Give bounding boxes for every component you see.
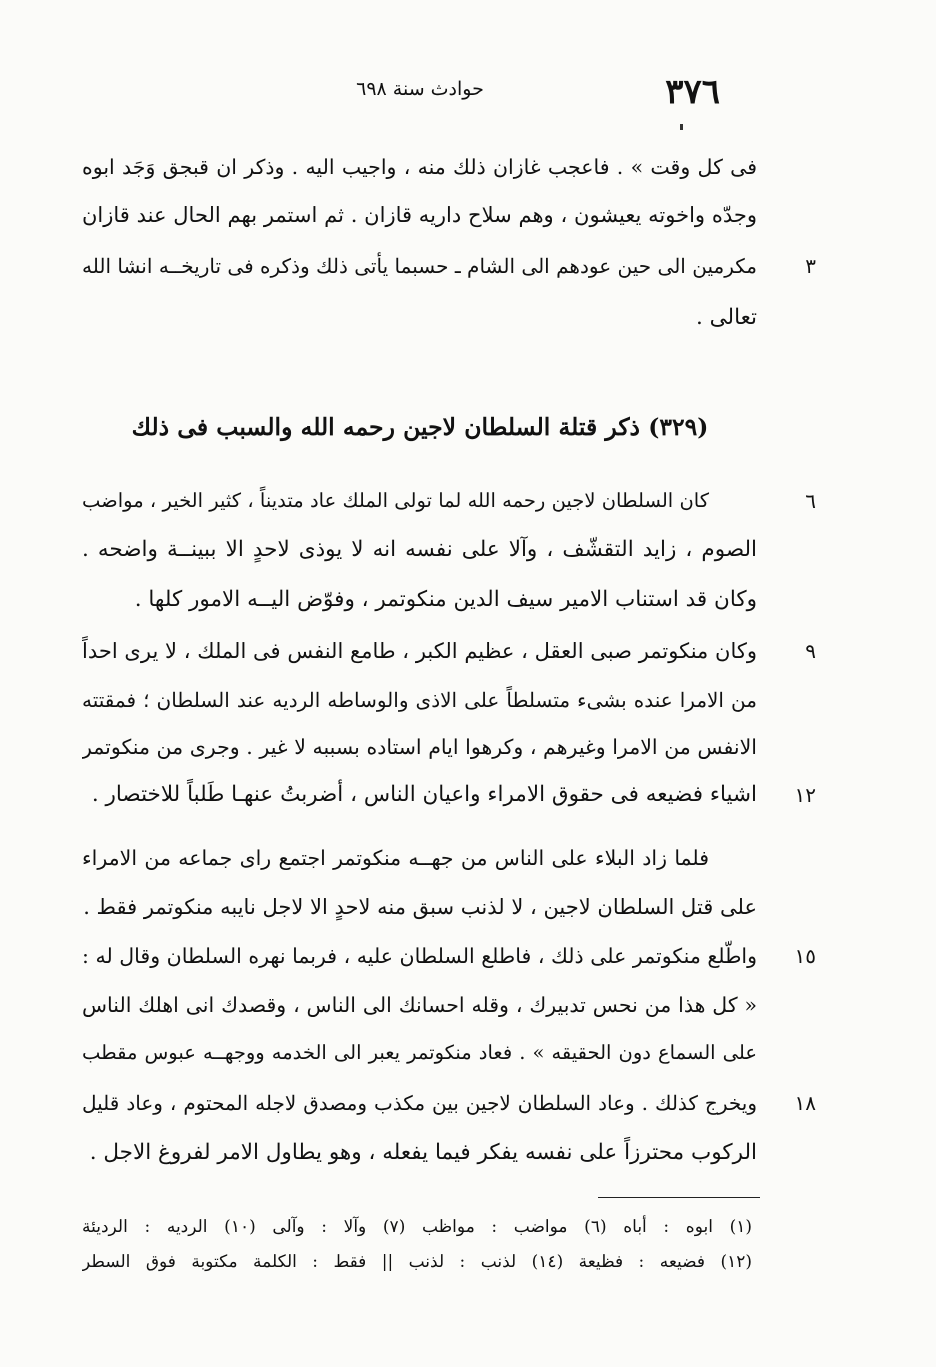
text-line: ويخرج كذلك . وعاد السلطان لاجين بين مكذب ومصدق لاجله المحتوم ، وعاد قليل — [82, 1091, 757, 1115]
line-number: ١٢ — [794, 783, 816, 807]
text-line: من الامرا عنده بشىء متسلطاً على الاذى والوساطه الرديه عند السلطان ؛ فمقتته — [82, 688, 757, 712]
text-line: تعالى . — [695, 305, 757, 330]
text-line: على السماع دون الحقيقه » . فعاد منكوتمر يعبر الى الخدمه ووجهــه عبوس مقطب — [82, 1041, 757, 1064]
text-line: مكرمين الى حين عودهم الى الشام ـ حسبما يأتى ذلك وذكره فى تاريخــه انشا الله — [82, 254, 757, 278]
line-number: ٩ — [805, 639, 816, 663]
section-heading: (٣٢٩) ذكر قتلة السلطان لاجين رحمه الله والسبب فى ذلك — [131, 413, 709, 441]
text-line: الركوب محترزاً على نفسه يفكر فيما يفعله ، وهو يطاول الامر لفروغ الاجل . — [89, 1140, 757, 1165]
text-line: وكان قد استناب الامير سيف الدين منكوتمر ، وفوّض اليــه الامور كلها . — [134, 587, 757, 612]
text-line: « كل هذا من نحس تدبيرك ، وقله احسانك الى الناس ، وقصدك انى اهلك الناس — [82, 993, 757, 1017]
text-line: وكان منكوتمر صبى العقل ، عظيم الكبر ، طامع النفس فى الملك ، لا يرى احداً — [82, 639, 757, 663]
text-line: الصوم ، زايد التقشّف ، وآلا على نفسه انه لا يوذى لاحدٍ الا ببينــة واضحه . — [82, 537, 757, 562]
footnote-divider — [598, 1197, 760, 1198]
text-line: على قتل السلطان لاجين ، لا لذنب سبق منه لاحدٍ الا لاجل نايبه منكوتمر فقط . — [83, 895, 757, 919]
line-number: ٣ — [805, 254, 816, 278]
line-number: ٦ — [805, 489, 816, 513]
line-number: ١٨ — [794, 1091, 816, 1115]
line-number: ١٥ — [794, 944, 816, 968]
text-line: واطّلع منكوتمر على ذلك ، فاطلع السلطان عليه ، فربما نهره السلطان وقال له : — [82, 944, 757, 968]
page-number: ٣٧٦ — [665, 72, 720, 112]
text-line: وجدّه واخوته يعيشون ، وهم سلاح داريه قازان . ثم استمر بهم الحال عند قازان — [82, 203, 757, 227]
text-line: فى كل وقت » . فاعجب غازان ذلك منه ، واجيب اليه . وذكر ان قبجق وَجَد ابوه — [82, 155, 757, 179]
footnote-line: (١) ابوه : أباه (٦) مواضب : مواظب (٧) وآلا : وآلى (١٠) الرديه : الرديئة — [82, 1217, 752, 1237]
text-line: اشياء فضيعه فى حقوق الامراء واعيان الناس ، أضربتُ عنهـا طَلباً للاختصار . — [91, 782, 757, 807]
text-line: كان السلطان لاجين رحمه الله لما تولى الملك عاد متديناً ، كثير الخير ، مواضب — [82, 489, 709, 512]
print-mark — [680, 124, 683, 130]
footnote-line: (١٢) فضيعه : فظيعة (١٤) لذنب : لذنب || فقط : الكلمة مكتوبة فوق السطر — [82, 1252, 752, 1272]
text-line: فلما زاد البلاء على الناس من جهــه منكوتمر اجتمع راى جماعه من الامراء — [82, 846, 709, 870]
running-title: حوادث سنة ٦٩٨ — [356, 78, 484, 100]
text-line: الانفس من الامرا وغيرهم ، وكرهوا ايام استاده بسببه لا غير . وجرى من منكوتمر — [82, 735, 757, 759]
